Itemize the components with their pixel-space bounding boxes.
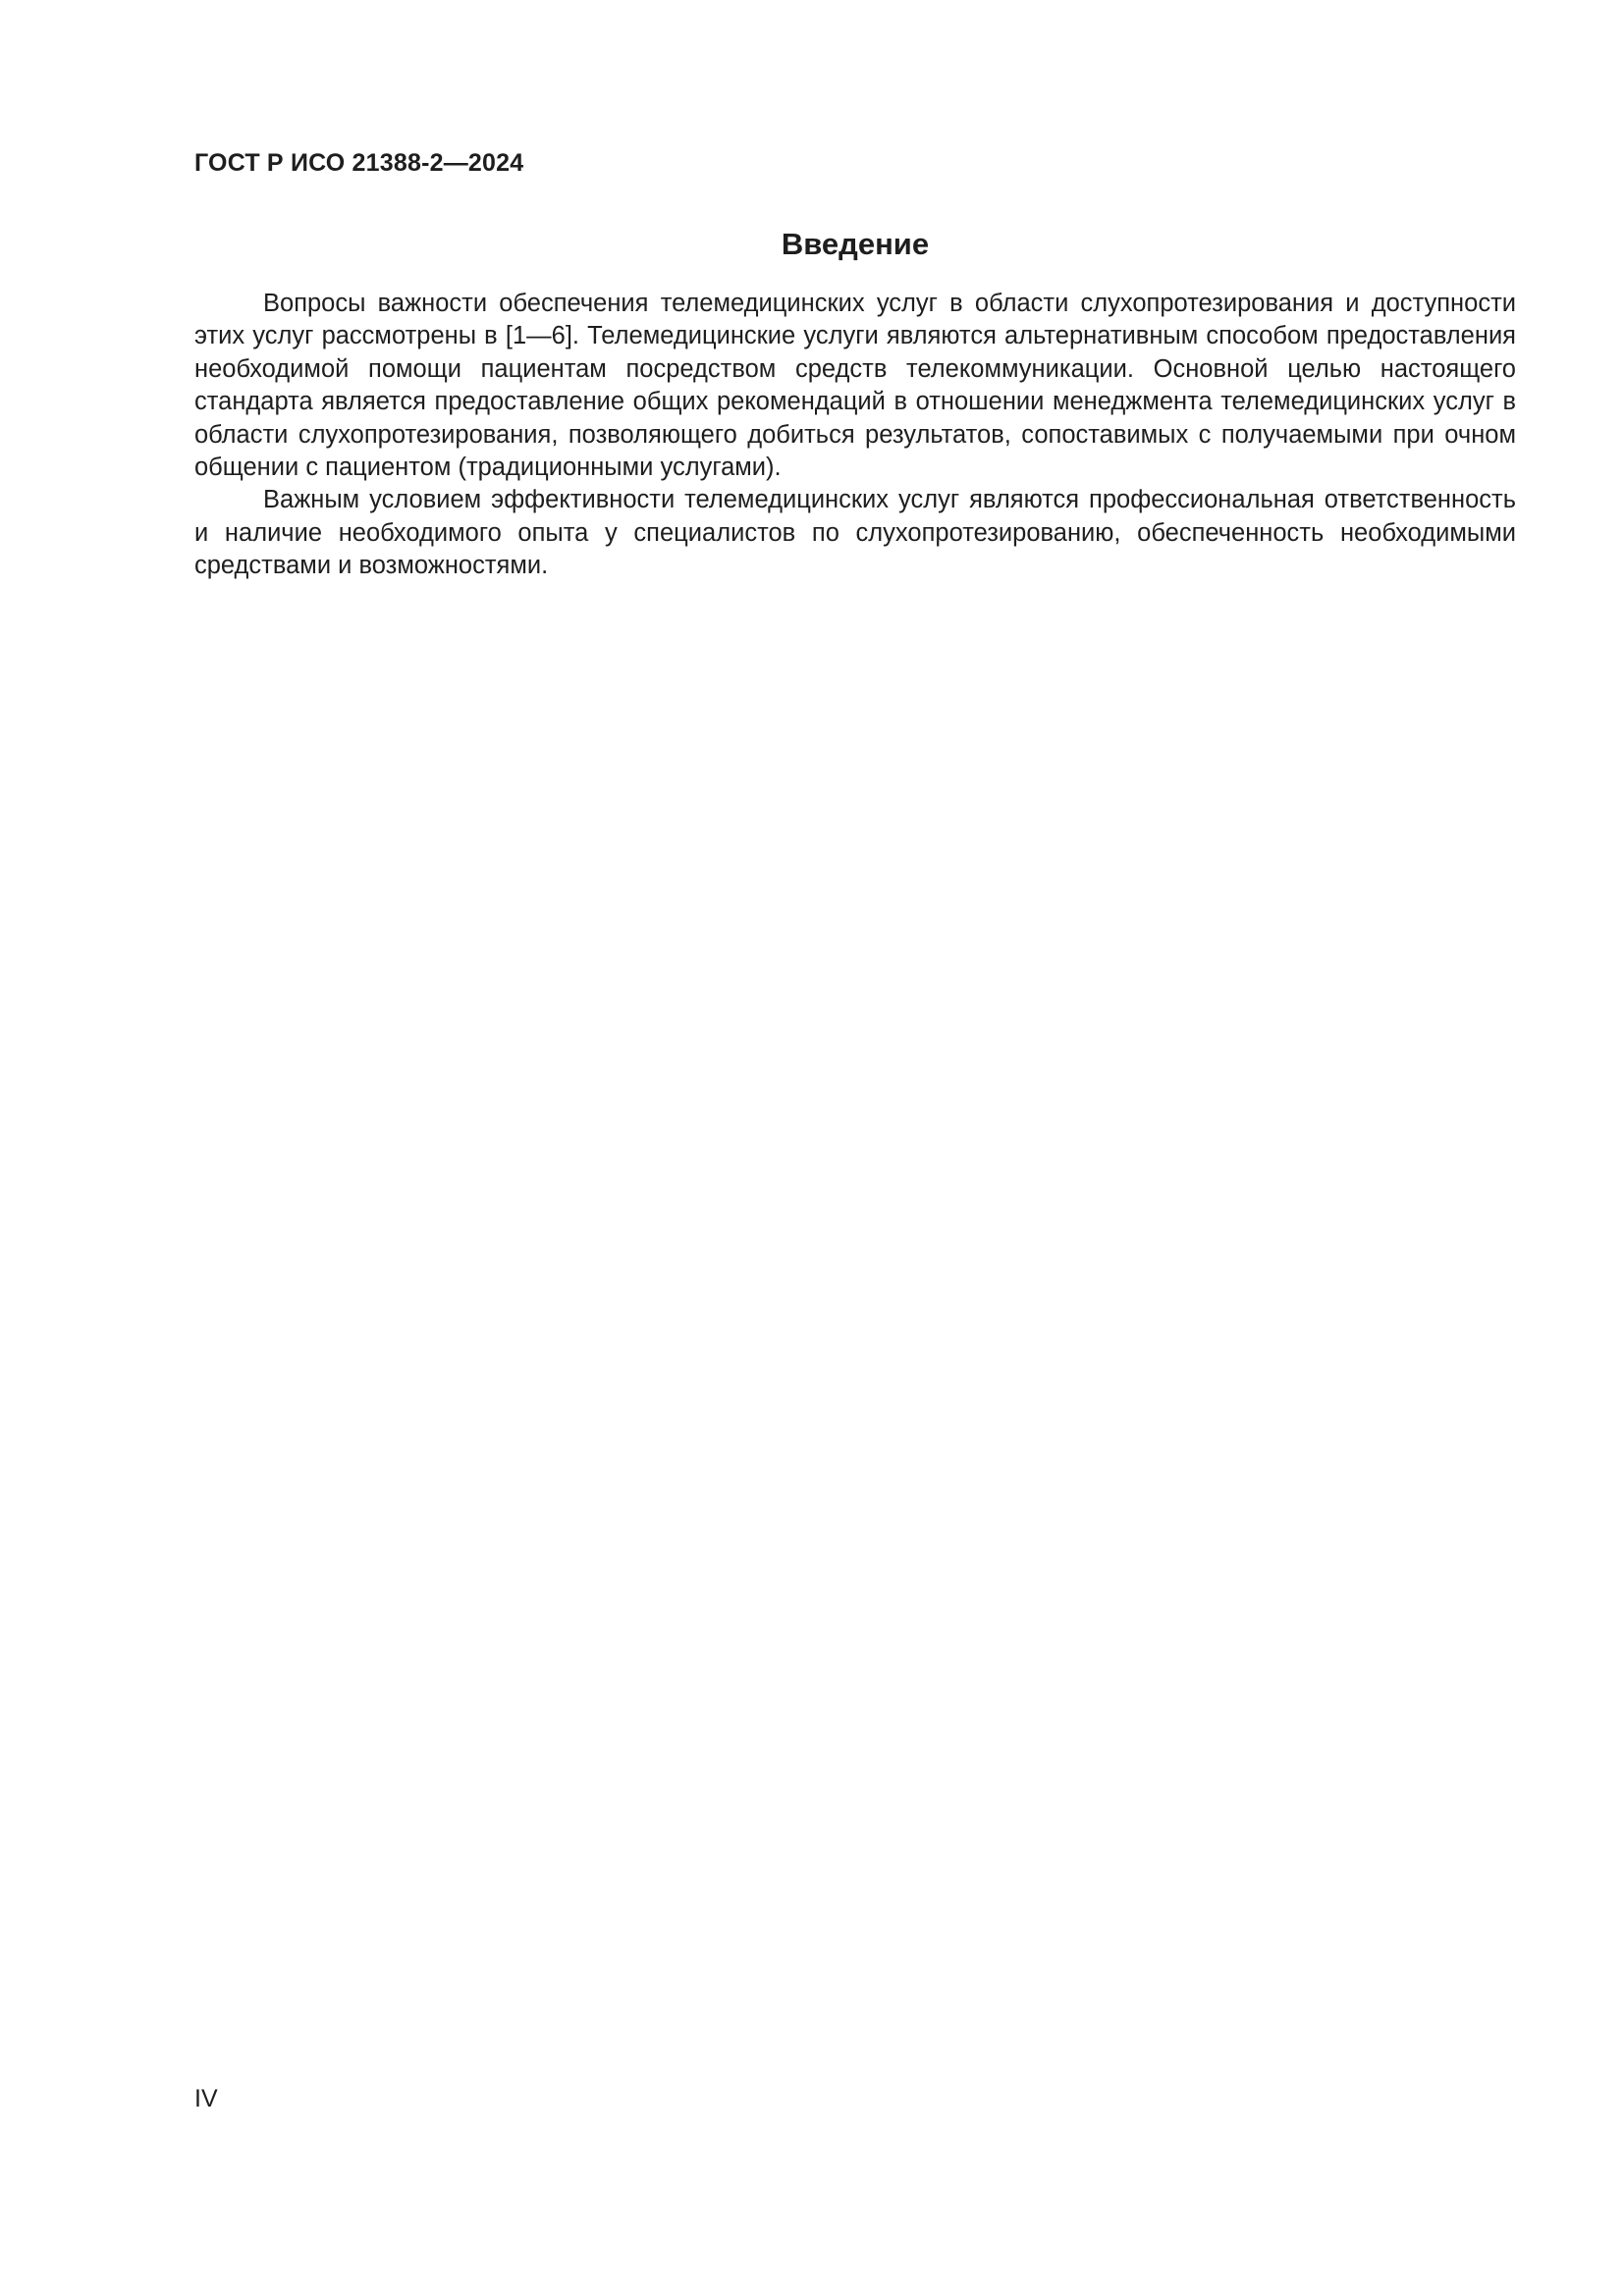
document-header: ГОСТ Р ИСО 21388-2—2024	[194, 149, 524, 177]
paragraph: Вопросы важности обеспечения телемедицинских услуг в области слухопротезирования и доступности этих услуг рассмотрены в [1—6]. Телемедицинские услуги являются альтернативным способом предоставления необходимой помощи пациентам посредством средств телекоммуникации. Основной целью настоящего стандарта является предоставление общих рекомендаций в отношении менеджмента телемедицинских услуг в области слухопротезирования, позволяющего добиться результатов, сопоставимых с получаемыми при очном общении с пациентом (традиционными услугами).	[194, 290, 1516, 482]
body-text	[194, 288, 1516, 583]
section-title: Введение	[781, 227, 930, 261]
paragraph: Важным условием эффективности телемедицинских услуг являются профессиональная ответственность и наличие необходимого опыта у специалистов по слухопротезированию, обеспеченность необходимыми средствами и возможностями.	[194, 486, 1516, 580]
page-number: IV	[194, 2085, 218, 2112]
